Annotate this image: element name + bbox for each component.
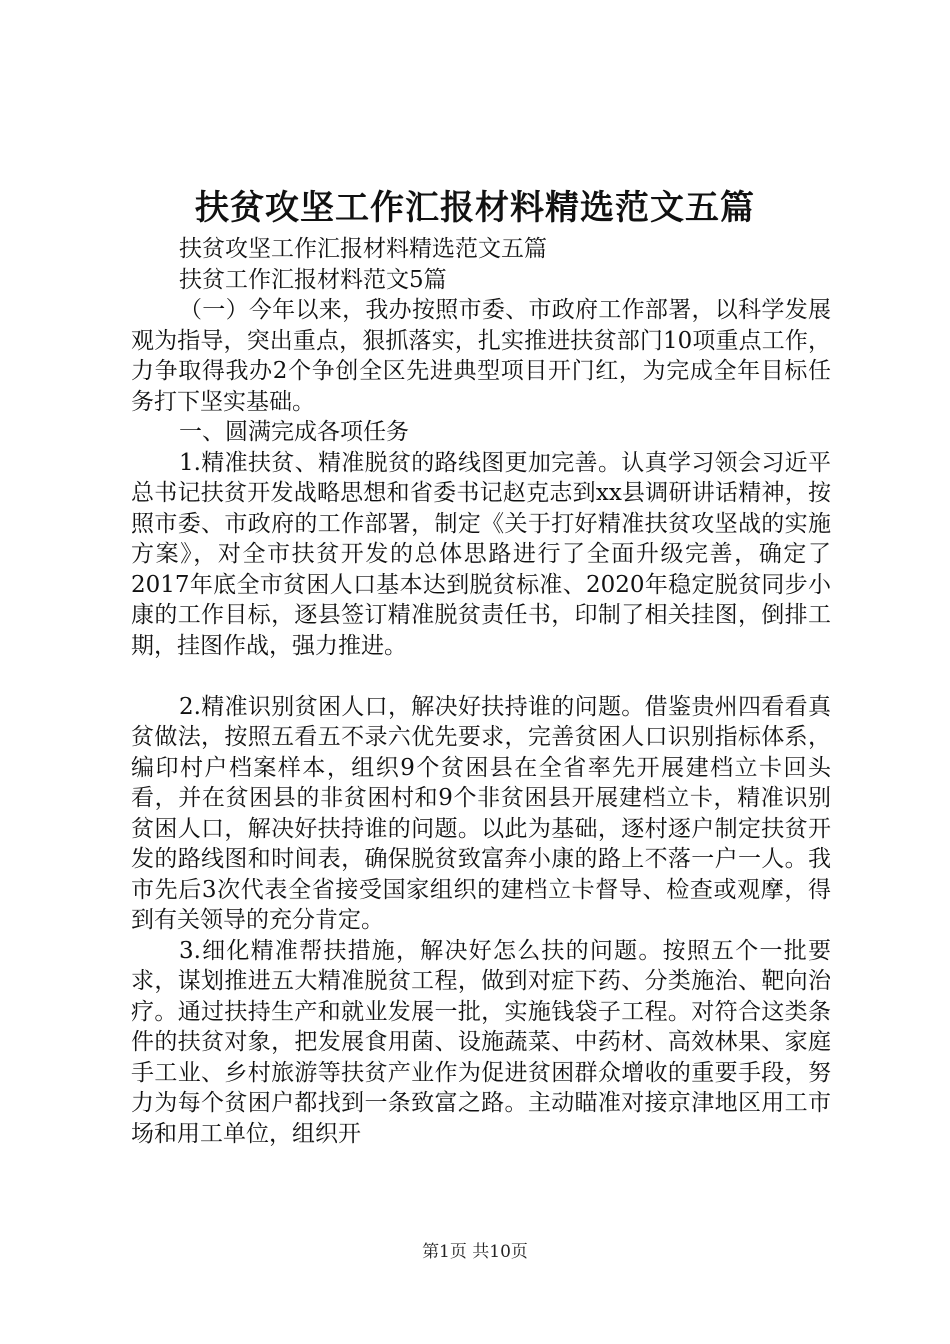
body-paragraph: （一）今年以来，我办按照市委、市政府工作部署，以科学发展观为指导，突出重点，狠抓落实，扎实推进扶贫部门10项重点工作，力争取得我办2个争创全区先进典型项目开门红，为完成全年目标任务打下坚实基础。 — [131, 297, 831, 415]
body-paragraph: 2.精准识别贫困人口，解决好扶持谁的问题。借鉴贵州四看看真贫做法，按照五看五不录六优先要求，完善贫困人口识别指标体系，编印村户档案样本，组织9个贫困县在全省率先开展建档立卡回头看，并在贫困县的非贫困村和9个非贫困县开展建档立卡，精准识别贫困人口，解决好扶持谁的问题。以此为基础，逐村逐户制定扶贫开发的路线图和时间表，确保脱贫致富奔小康的路上不落一户一人。我市先后3次代表全省接受国家组织的建档立卡督导、检查或观摩，得到有关领导的充分肯定。 — [131, 693, 831, 933]
subtitle-line: 扶贫攻坚工作汇报材料精选范文五篇 — [179, 236, 547, 262]
body-paragraph: 1.精准扶贫、精准脱贫的路线图更加完善。认真学习领会习近平总书记扶贫开发战略思想和省委书记赵克志到xx县调研讲话精神，按照市委、市政府的工作部署，制定《关于打好精准扶贫攻坚战的实施方案》，对全市扶贫开发的总体思路进行了全面升级完善，确定了2017年底全市贫困人口基本达到脱贫标准、2020年稳定脱贫同步小康的工作目标，逐县签订精准脱贫责任书，印制了相关挂图，倒排工期，挂图作战，强力推进。 — [131, 449, 831, 659]
paragraph-gap — [131, 661, 831, 692]
document-title: 扶贫攻坚工作汇报材料精选范文五篇 — [195, 188, 755, 228]
page-number-footer: 第1页 共10页 — [422, 1242, 528, 1262]
document-body — [131, 234, 831, 1149]
body-paragraph: 3.细化精准帮扶措施，解决好怎么扶的问题。按照五个一批要求，谋划推进五大精准脱贫工程，做到对症下药、分类施治、靶向治疗。通过扶持生产和就业发展一批，实施钱袋子工程。对符合这类条件的扶贫对象，把发展食用菌、设施蔬菜、中药材、高效林果、家庭手工业、乡村旅游等扶贫产业作为促进贫困群众增收的重要手段，努力为每个贫困户都找到一条致富之路。主动瞄准对接京津地区用工市场和用工单位，组织开 — [131, 937, 831, 1147]
subtitle-line: 扶贫工作汇报材料范文5篇 — [179, 266, 447, 293]
section-heading: 一、圆满完成各项任务 — [179, 419, 409, 445]
